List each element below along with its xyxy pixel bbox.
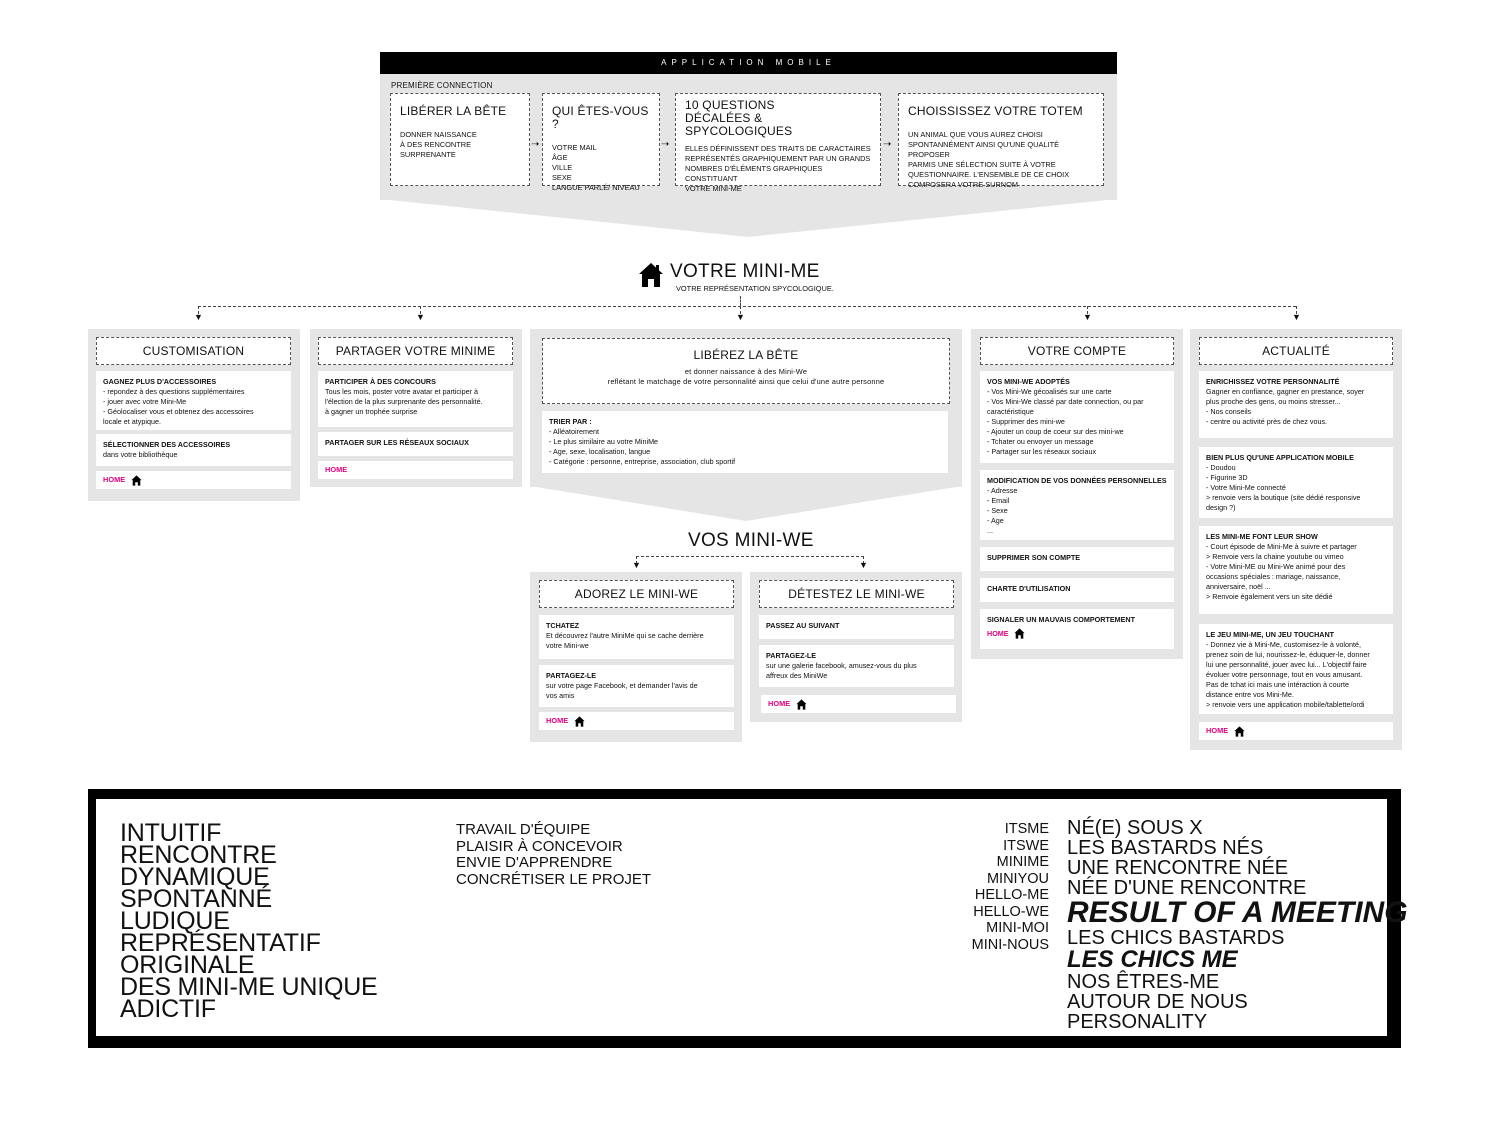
card-title: PASSEZ AU SUIVANT xyxy=(766,621,840,630)
card-title: MODIFICATION DE VOS DONNÉES PERSONNELLES xyxy=(987,476,1167,485)
home-link[interactable] xyxy=(318,461,513,479)
accessories-card[interactable] xyxy=(96,371,291,430)
value-word: ADICTIF xyxy=(120,995,216,1023)
home-link[interactable] xyxy=(761,695,956,713)
card-text: - Alléatoirement - Le plus similaire au votre MiniMe - Age, sexe, localisation, langue - Catégorie : personne, entreprise, association, club sportif xyxy=(549,427,736,466)
name-word: MINIYOU xyxy=(986,870,1049,887)
card-text: Gagner en confiance, gagner en prestance, soyer plus proche des gens, ou moins stresser... - Nos conseils - centre ou activité près de chez vous. xyxy=(1206,387,1365,426)
personal-data-card[interactable] xyxy=(980,470,1174,540)
arrow-down-icon: ▼ xyxy=(416,312,425,322)
branch-line xyxy=(198,306,1296,307)
home-icon xyxy=(638,262,664,288)
flow-down-arrow xyxy=(380,199,1117,237)
first-connection-label: PREMIÈRE CONNECTION xyxy=(391,81,493,90)
card-title: LES MINI-ME FONT LEUR SHOW xyxy=(1206,532,1318,541)
slogan: NÉE D'UNE RENCONTRE xyxy=(1067,877,1307,899)
team-word: TRAVAIL D'ÉQUIPE xyxy=(456,821,591,838)
home-icon xyxy=(131,475,142,486)
partagez-card[interactable] xyxy=(539,665,734,707)
arrow-down-icon: ▼ xyxy=(1292,312,1301,322)
card-title: LE JEU MINI-ME, UN JEU TOUCHANT xyxy=(1206,630,1335,639)
step-title: 10 QUESTIONS DÉCALÉES & SPYCOLOGIQUES xyxy=(685,98,793,138)
value-word: DES MINI-ME UNIQUE xyxy=(120,973,378,1001)
charter-card[interactable] xyxy=(980,578,1174,602)
team-word: PLAISIR À CONCEVOIR xyxy=(456,837,623,855)
sort-card[interactable] xyxy=(542,411,948,473)
names-list xyxy=(972,821,1049,953)
slogan: LES CHICS BASTARDS xyxy=(1067,927,1285,949)
team-word: CONCRÉTISER LE PROJET xyxy=(456,870,652,888)
step-totem xyxy=(898,93,1104,189)
slogan-highlight: RESULT OF A MEETING xyxy=(1067,896,1408,929)
slogan: NOS ÊTRES-ME xyxy=(1067,971,1220,993)
slogan: LES BASTARDS NÉS xyxy=(1067,837,1264,859)
mini-me-title: VOTRE MINI-ME xyxy=(670,261,820,282)
name-word: ITSWE xyxy=(1003,837,1049,854)
card-title: PARTAGER SUR LES RÉSEAUX SOCIAUX xyxy=(325,438,469,447)
name-word: MINI-NOUS xyxy=(971,936,1049,953)
home-icon xyxy=(1234,726,1245,737)
value-word: DYNAMIQUE xyxy=(120,863,270,891)
arrow-down-icon: ▼ xyxy=(194,312,203,322)
card-text: - Court épisode de Mini-Me à suivre et partager > Renvoie vers la chaine youtube ou vimeo - Votre Mini-ME ou Mini-We animé pour des occasions spéciales : mariage, naissance, anniversaire, noël ... > Renvoie également vers un site dédié xyxy=(1206,542,1357,601)
home-link[interactable] xyxy=(539,712,734,730)
vos-mini-we-title: VOS MINI-WE xyxy=(688,530,814,551)
delete-account-card[interactable] xyxy=(980,547,1174,571)
value-word: REPRÉSENTATIF xyxy=(120,929,321,957)
home-icon xyxy=(796,699,807,710)
slogan-highlight: LES CHICS ME xyxy=(1067,946,1238,973)
home-label: HOME xyxy=(325,465,348,474)
name-word: MINI-MOI xyxy=(986,920,1049,936)
home-label: HOME xyxy=(546,716,569,725)
game-card[interactable] xyxy=(1199,624,1393,714)
liberez-header[interactable] xyxy=(542,338,950,404)
branch-line xyxy=(636,556,864,557)
card-title: SUPPRIMER SON COMPTE xyxy=(987,553,1081,562)
show-card[interactable] xyxy=(1199,526,1393,614)
slogan: UNE RENCONTRE NÉE xyxy=(1067,857,1289,879)
slogan: PERSONALITY xyxy=(1067,1011,1208,1033)
value-word: SPONTANNÉ xyxy=(120,885,272,913)
name-word: MINIME xyxy=(996,854,1049,870)
step-liberer xyxy=(390,93,530,186)
card-text: Et découvrez l'autre MiniMe qui se cache derrière votre Mini-we xyxy=(546,631,704,650)
home-icon xyxy=(1014,628,1025,639)
card-text: sur votre page Facebook, et demander l'avis de vos amis xyxy=(546,681,698,700)
mini-me-heading xyxy=(638,261,834,293)
report-card[interactable] xyxy=(980,609,1174,649)
card-text: Tous les mois, poster votre avatar et participer à l'élection de la plus surprenante des personnalité. à gagner un trophée surprise xyxy=(325,387,483,416)
home-label: HOME xyxy=(768,699,791,708)
select-accessories-card[interactable] xyxy=(96,434,291,466)
home-icon xyxy=(574,716,585,727)
card-text: - Doudou - Figurine 3D - Votre Mini-Me connecté > renvoie vers la boutique (site dédié responsive design ?) xyxy=(1206,463,1361,512)
card-title: BIEN PLUS QU'UNE APPLICATION MOBILE xyxy=(1206,453,1354,462)
card-title: TCHATEZ xyxy=(546,621,580,630)
value-word: ORIGINALE xyxy=(120,951,255,979)
card-text: - Donnez vie à Mini-Me, customisez-le à volonté, prenez soin de lui, nourissez-le, éduquer-le, donner lui une personnalité, jouer avec lui... L'objectif faire évoluer votre personnage, tout en vous amusant. Pas de tchat ici mais une intéraction à courte distance entre vos Mini-Me. > renvoie vers une application mobile/tablette/ordi xyxy=(1206,640,1370,709)
tchatez-card[interactable] xyxy=(539,615,734,659)
adopted-card[interactable] xyxy=(980,371,1174,463)
arrow-down-icon: ▼ xyxy=(736,312,745,322)
home-label: HOME xyxy=(103,475,126,484)
step-text: VOTRE MAIL ÂGE VILLE SEXE LANGUE PARLÉ/ NIVEAU xyxy=(552,143,640,192)
team-word: ENVIE D'APPRENDRE xyxy=(456,854,613,871)
card-title: GAGNEZ PLUS D'ACCESSOIRES xyxy=(103,377,217,386)
name-word: HELLO-ME xyxy=(974,887,1049,903)
step-text: UN ANIMAL QUE VOUS AUREZ CHOISI SPONTANNÉMENT AINSI QU'UNE QUALITÉ PROPOSER PARMIS UNE SÉLECTION SUITE À VOTRE QUESTIONNAIRE. L'ENSEMBLE DE CE CHOIX COMPOSERA VOTRE SURNOM xyxy=(908,130,1070,189)
home-label: HOME xyxy=(1206,726,1229,735)
card-title: SIGNALER UN MAUVAIS COMPORTEMENT xyxy=(987,615,1136,624)
card-title: PARTAGEZ-LE xyxy=(546,671,597,680)
card-title: PARTAGEZ-LE xyxy=(766,651,817,660)
flow-down-arrow xyxy=(530,486,962,521)
customisation-header[interactable]: CUSTOMISATION xyxy=(96,337,291,365)
home-link[interactable] xyxy=(987,628,1167,639)
values-list xyxy=(120,819,378,1023)
liberez-title: LIBÉREZ LA BÊTE xyxy=(693,348,799,362)
arrow-down-icon: ▼ xyxy=(632,560,641,570)
card-text: sur une galerie facebook, amusez-vous du plus affreux des MiniWe xyxy=(766,661,917,680)
compte-header[interactable]: VOTRE COMPTE xyxy=(980,337,1174,365)
team-list xyxy=(456,822,651,888)
actualite-header[interactable]: ACTUALITÉ xyxy=(1199,337,1393,365)
card-text: - Vos Mini-We gécoalisés sur une carte - Vos Mini-We classé par date connection, ou par caractéristique - Supprimer des mini-we - Ajouter un coup de coeur sur des mini-we - Tchater ou envoyer un message - Partager sur les réseaux sociaux xyxy=(987,387,1144,456)
slogan: NÉ(E) SOUS X xyxy=(1067,817,1203,839)
slogan: AUTOUR DE NOUS xyxy=(1067,991,1248,1013)
partager-header[interactable]: PARTAGER VOTRE MINIME xyxy=(318,337,513,365)
card-title: ENRICHISSEZ VOTRE PERSONNALITÉ xyxy=(1206,377,1340,386)
value-word: INTUITIF xyxy=(120,819,222,847)
liberez-text: et donner naissance à des Mini-We reflétant le matchage de votre personnalité ainsi que celui d'une autre personne xyxy=(607,367,885,386)
name-word: HELLO-WE xyxy=(973,903,1049,920)
home-link[interactable] xyxy=(96,471,291,489)
step-title: QUI ÊTES-VOUS ? xyxy=(552,104,649,131)
concours-card[interactable] xyxy=(318,371,513,427)
name-word: ITSME xyxy=(1004,821,1049,837)
passez-card[interactable] xyxy=(759,615,954,639)
slogans-list xyxy=(1067,818,1408,1032)
arrow-right-icon: ➝ xyxy=(661,139,670,150)
adorez-header[interactable]: ADOREZ LE MINI-WE xyxy=(539,580,734,608)
step-title: LIBÉRER LA BÊTE xyxy=(400,104,507,118)
detestez-header[interactable]: DÉTESTEZ LE MINI-WE xyxy=(759,580,954,608)
card-text: dans votre bibliothèque xyxy=(103,450,178,459)
card-title: VOS MINI-WE ADOPTÉS xyxy=(987,377,1070,386)
value-word: LUDIQUE xyxy=(120,907,230,935)
step-title: CHOISSISSEZ VOTRE TOTEM xyxy=(908,104,1083,118)
arrow-down-icon: ▼ xyxy=(1083,312,1092,322)
home-label: HOME xyxy=(987,628,1009,638)
arrow-down-icon: ▼ xyxy=(859,560,868,570)
step-text: ELLES DÉFINISSENT DES TRAITS DE CARACTAIRES REPRÉSENTÉS GRAPHIQUEMENT PAR UN GRANDS NOMBRES D'ÉLÉMENTS GRAPHIQUES CONSTITUANT VOTRE MINI-ME xyxy=(685,144,871,193)
enrich-card[interactable] xyxy=(1199,371,1393,438)
card-title: TRIER PAR : xyxy=(549,417,592,426)
value-word: RENCONTRE xyxy=(120,841,277,869)
card-title: PARTICIPER À DES CONCOURS xyxy=(325,377,436,386)
arrow-right-icon: ➝ xyxy=(531,139,540,150)
mini-me-subtitle: VOTRE REPRÉSENTATION SPYCOLOGIQUE. xyxy=(676,284,834,293)
partagez-galerie-card[interactable] xyxy=(759,645,954,687)
app-banner: APPLICATION MOBILE xyxy=(380,52,1117,74)
branch-line xyxy=(740,296,741,306)
step-text: DONNER NAISSANCE À DES RENCONTRE SURPRENANTE xyxy=(400,130,477,159)
card-title: SÉLECTIONNER DES ACCESSOIRES xyxy=(103,440,231,449)
step-10-questions xyxy=(675,93,881,193)
home-link[interactable] xyxy=(1199,722,1393,740)
card-text: - Adresse - Email - Sexe - Age ... xyxy=(987,486,1018,535)
more-than-app-card[interactable] xyxy=(1199,447,1393,518)
step-qui-etes-vous xyxy=(542,93,660,192)
arrow-right-icon: ➝ xyxy=(883,139,892,150)
social-share-card[interactable] xyxy=(318,432,513,456)
card-text: - repondez à des questions supplémentaires - jouer avec votre Mini-Me - Géolocaliser vous et obtenez des accessoires locale et atypique. xyxy=(103,387,254,426)
card-title: CHARTE D'UTILISATION xyxy=(987,584,1071,593)
